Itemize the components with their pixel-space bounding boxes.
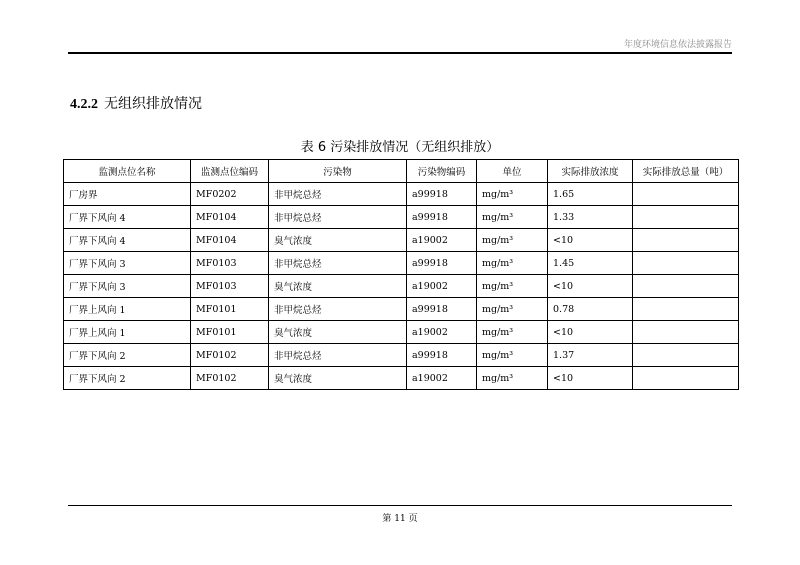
table-cell: 臭气浓度 xyxy=(269,275,407,298)
table-cell: 0.78 xyxy=(548,298,633,321)
table-row xyxy=(64,298,739,321)
table-cell: 非甲烷总烃 xyxy=(269,183,407,206)
table-cell: <10 xyxy=(548,367,633,390)
table-cell: 厂界下风向 2 xyxy=(64,344,191,367)
table-row xyxy=(64,183,739,206)
table-cell xyxy=(633,344,739,367)
header-divider xyxy=(68,52,732,54)
table-cell: MF0202 xyxy=(191,183,269,206)
table-cell: 厂界下风向 4 xyxy=(64,229,191,252)
table-cell: 臭气浓度 xyxy=(269,229,407,252)
table-cell: a99918 xyxy=(407,206,477,229)
table-cell: 厂界下风向 2 xyxy=(64,367,191,390)
column-header: 污染物 xyxy=(269,160,407,183)
table-row xyxy=(64,367,739,390)
table-cell: MF0102 xyxy=(191,344,269,367)
table-cell: mg/m³ xyxy=(477,183,548,206)
table-cell: 厂界上风向 1 xyxy=(64,298,191,321)
table-cell: MF0103 xyxy=(191,275,269,298)
table-cell: mg/m³ xyxy=(477,344,548,367)
table-cell xyxy=(633,229,739,252)
section-title: 无组织排放情况 xyxy=(104,96,202,112)
table-cell xyxy=(633,252,739,275)
table-cell: 非甲烷总烃 xyxy=(269,252,407,275)
table-cell: 厂界下风向 3 xyxy=(64,275,191,298)
table-cell: 1.37 xyxy=(548,344,633,367)
column-header: 监测点位编码 xyxy=(191,160,269,183)
table-cell: 1.33 xyxy=(548,206,633,229)
table-cell: mg/m³ xyxy=(477,252,548,275)
table-cell: a99918 xyxy=(407,252,477,275)
table-cell: 1.65 xyxy=(548,183,633,206)
column-header: 单位 xyxy=(477,160,548,183)
table-cell: 非甲烷总烃 xyxy=(269,206,407,229)
column-header: 污染物编码 xyxy=(407,160,477,183)
table-cell: a19002 xyxy=(407,321,477,344)
table-cell: a19002 xyxy=(407,229,477,252)
table-cell: 厂房界 xyxy=(64,183,191,206)
table-cell: MF0102 xyxy=(191,367,269,390)
table-cell: 厂界下风向 3 xyxy=(64,252,191,275)
table-cell: a19002 xyxy=(407,367,477,390)
table-cell xyxy=(633,321,739,344)
table-cell: 臭气浓度 xyxy=(269,367,407,390)
column-header: 实际排放浓度 xyxy=(548,160,633,183)
table-cell: 臭气浓度 xyxy=(269,321,407,344)
table-cell: a19002 xyxy=(407,275,477,298)
table-cell xyxy=(633,183,739,206)
table-cell: MF0101 xyxy=(191,321,269,344)
table-cell: 厂界上风向 1 xyxy=(64,321,191,344)
column-header: 监测点位名称 xyxy=(64,160,191,183)
table-cell: <10 xyxy=(548,229,633,252)
table-cell: a99918 xyxy=(407,344,477,367)
table-cell: MF0104 xyxy=(191,229,269,252)
column-header: 实际排放总量（吨） xyxy=(633,160,739,183)
table-cell: mg/m³ xyxy=(477,275,548,298)
table-cell xyxy=(633,275,739,298)
table-row xyxy=(64,252,739,275)
section-number: 4.2.2 xyxy=(70,97,98,112)
table-row xyxy=(64,321,739,344)
table-cell: mg/m³ xyxy=(477,367,548,390)
table-cell: a99918 xyxy=(407,298,477,321)
table-cell: mg/m³ xyxy=(477,206,548,229)
table-cell: 厂界下风向 4 xyxy=(64,206,191,229)
report-header-title: 年度环境信息依法披露报告 xyxy=(623,40,732,50)
table-cell: MF0104 xyxy=(191,206,269,229)
table-cell: <10 xyxy=(548,275,633,298)
table-cell xyxy=(633,206,739,229)
table-cell xyxy=(633,367,739,390)
footer-divider xyxy=(68,505,732,506)
table-cell: MF0103 xyxy=(191,252,269,275)
table-row xyxy=(64,344,739,367)
table-cell: mg/m³ xyxy=(477,321,548,344)
section-heading xyxy=(70,93,202,113)
table-cell: MF0101 xyxy=(191,298,269,321)
table-cell: 1.45 xyxy=(548,252,633,275)
table-row xyxy=(64,206,739,229)
table-cell xyxy=(633,298,739,321)
table-cell: 非甲烷总烃 xyxy=(269,344,407,367)
emissions-table xyxy=(63,159,739,390)
table-header-row xyxy=(64,160,739,183)
table-cell: mg/m³ xyxy=(477,298,548,321)
table-cell: <10 xyxy=(548,321,633,344)
table-cell: mg/m³ xyxy=(477,229,548,252)
page-number: 第 11 页 xyxy=(382,514,418,524)
table-row xyxy=(64,275,739,298)
table-caption: 表 6 污染排放情况（无组织排放） xyxy=(300,140,500,155)
table-cell: a99918 xyxy=(407,183,477,206)
table-row xyxy=(64,229,739,252)
table-cell: 非甲烷总烃 xyxy=(269,298,407,321)
